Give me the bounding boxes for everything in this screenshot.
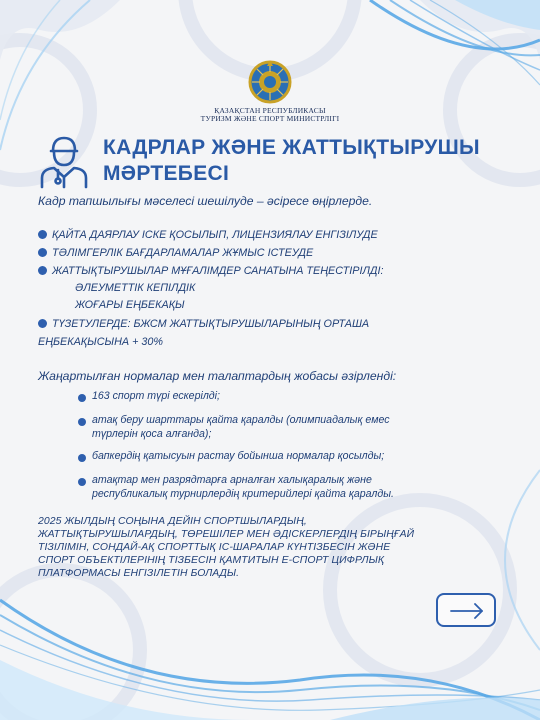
norm-item: атақтар мен разрядтарға арналған халықаралық және [92, 474, 372, 486]
sub-item: ЖОҒАРЫ ЕҢБЕКАҚЫ [75, 299, 185, 311]
final-paragraph-line: СПОРТ ОБЪЕКТІЛЕРІНІҢ ТІЗБЕСІН ҚАМТИТЫН Е-СПОРТ ЦИФРЛЫҚ [38, 555, 385, 566]
norm-item-continuation: түрлерін қоса алғанда); [92, 428, 212, 440]
kazakhstan-emblem-icon [248, 60, 292, 104]
final-paragraph-line: ПЛАТФОРМАСЫ ЕНГІЗІЛЕТІН БОЛАДЫ. [38, 568, 240, 579]
list-item-continuation: ЕҢБЕКАҚЫСЫНА + 30% [38, 336, 164, 348]
bullet-dot-icon [78, 454, 86, 462]
final-paragraph-line: ЖАТТЫҚТЫРУШЫЛАРДЫҢ, ТӨРЕШІЛЕР МЕН ӘДІСКЕРЛЕРДІҢ БІРЫҢҒАЙ [38, 529, 415, 540]
bullet-dot-icon [78, 418, 86, 426]
norm-item: 163 спорт түрі ескерілді; [92, 390, 220, 402]
norm-item-continuation: республикалық турнирлердің критерийлері қайта қаралды. [92, 488, 394, 500]
bullet-dot-icon [38, 248, 47, 257]
list-item [38, 318, 369, 330]
page-title-line2: МӘРТЕБЕСІ [103, 162, 230, 185]
arrow-right-icon [450, 603, 484, 619]
bullet-text: ЖАТТЫҚТЫРУШЫЛАР МҰҒАЛІМДЕР САНАТЫНА ТЕҢЕСТІРІЛДІ: [52, 265, 384, 277]
list-item [38, 265, 383, 277]
final-paragraph-line: ТІЗІЛІМІН, СОНДАЙ-АҚ СПОРТТЫҚ ІС-ШАРАЛАР КҮНТІЗБЕСІН ЖӘНЕ [38, 542, 391, 553]
page-title-line1: КАДРЛАР ЖӘНЕ ЖАТТЫҚТЫРУШЫ [103, 136, 480, 159]
bullet-dot-icon [78, 478, 86, 486]
ministry-name-line1: ҚАЗАҚСТАН РЕСПУБЛИКАСЫ [214, 106, 326, 115]
ministry-name-line2: ТУРИЗМ ЖӘНЕ СПОРТ МИНИСТРЛІГІ [200, 114, 340, 123]
norms-heading: Жаңартылған нормалар мен талаптардың жобасы әзірленді: [38, 369, 397, 383]
norm-item: бапкердің қатысуын растау бойынша нормалар қосылды; [92, 450, 385, 462]
bullet-dot-icon [38, 230, 47, 239]
bullet-text: ҚАЙТА ДАЯРЛАУ ІСКЕ ҚОСЫЛЫП, ЛИЦЕНЗИЯЛАУ ЕНГІЗІЛУДЕ [52, 229, 378, 241]
bullet-text: ТҮЗЕТУЛЕРДЕ: БЖСМ ЖАТТЫҚТЫРУШЫЛАРЫНЫҢ ОРТАША [52, 318, 370, 330]
next-button[interactable] [436, 593, 496, 627]
final-paragraph-line: 2025 ЖЫЛДЫҢ СОҢЫНА ДЕЙІН СПОРТШЫЛАРДЫҢ, [38, 516, 307, 527]
coach-person-icon [38, 133, 90, 189]
intro-text: Кадр тапшылығы мәселесі шешілуде – әсіресе өңірлерде. [38, 194, 373, 208]
bullet-dot-icon [38, 266, 47, 275]
bullet-text: ТӘЛІМГЕРЛІК БАҒДАРЛАМАЛАР ЖҰМЫС ІСТЕУДЕ [52, 247, 314, 259]
list-item [38, 247, 313, 259]
bullet-dot-icon [78, 394, 86, 402]
norm-item: атақ беру шарттары қайта қаралды (олимпиадалық емес [92, 414, 390, 426]
sub-item: ӘЛЕУМЕТТІК КЕПІЛДІК [75, 282, 196, 294]
list-item [38, 229, 378, 241]
bullet-dot-icon [38, 319, 47, 328]
